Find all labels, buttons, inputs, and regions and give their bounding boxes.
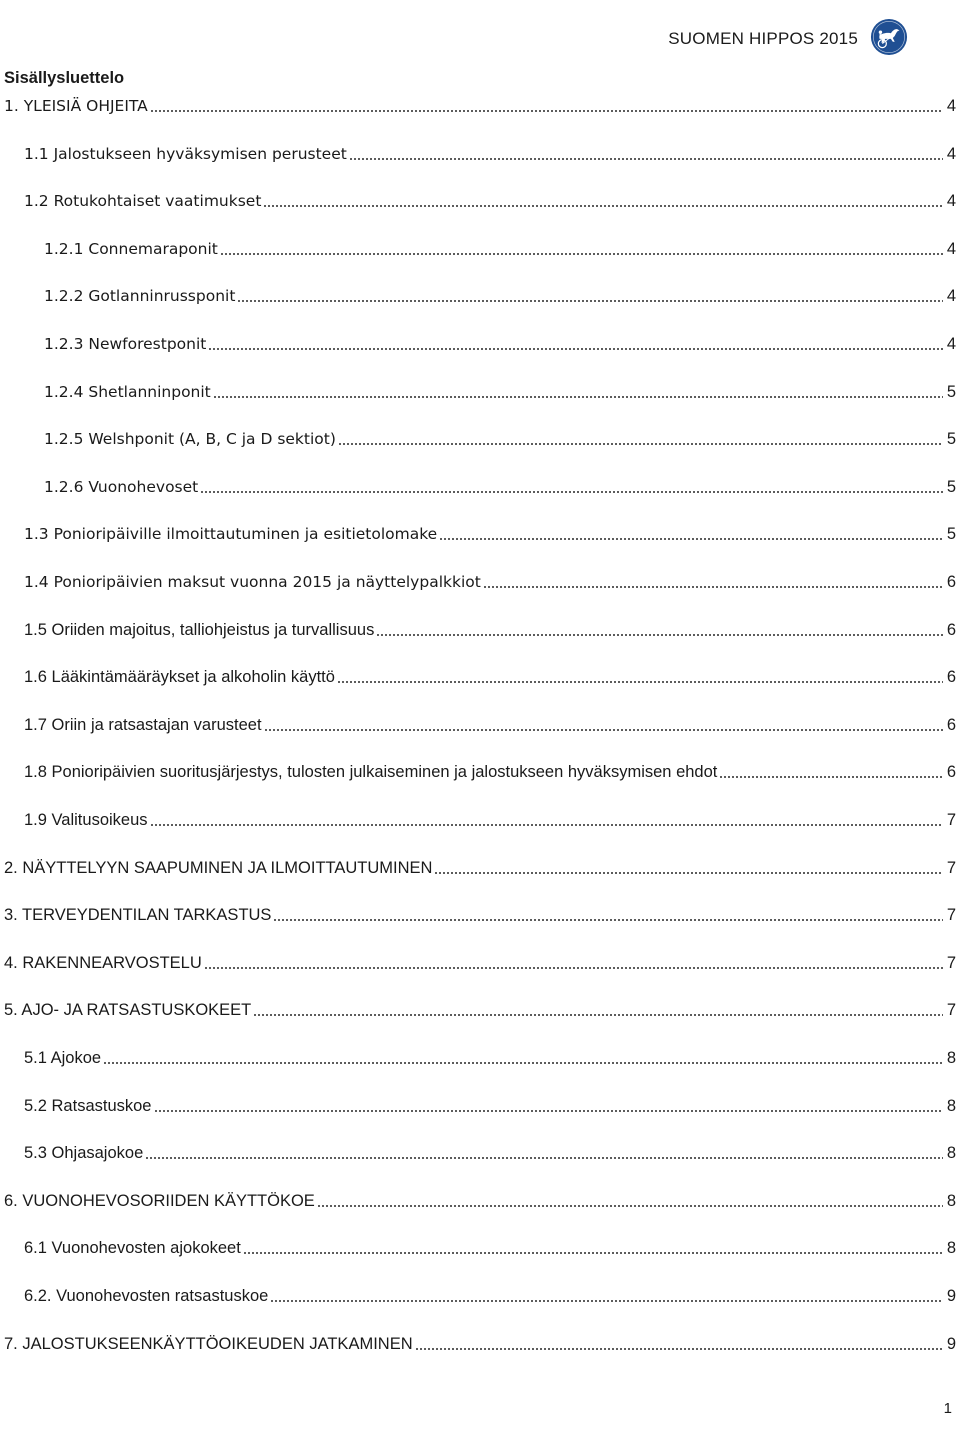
toc-dot-leader xyxy=(337,681,943,683)
toc-heading: Sisällysluettelo xyxy=(4,69,125,87)
toc-entry-page: 4 xyxy=(946,335,956,353)
toc-entry-label: 5. AJO- JA RATSASTUSKOKEET xyxy=(4,1001,252,1020)
toc-dot-leader xyxy=(719,776,943,778)
toc-dot-leader xyxy=(200,491,943,493)
toc-entry-label: 1.2.3 Newforestponit xyxy=(44,335,207,353)
toc-entry[interactable] xyxy=(0,329,960,359)
toc-dot-leader xyxy=(213,396,943,398)
toc-entry[interactable] xyxy=(0,710,960,740)
toc-dot-leader xyxy=(150,824,943,826)
toc-entry-page: 6 xyxy=(946,668,956,687)
toc-entry-page: 4 xyxy=(946,239,956,258)
toc-entry-label: 1.4 Ponioripäivien maksut vuonna 2015 ja näyttelypalkkiot xyxy=(24,573,481,591)
header-title: SUOMEN HIPPOS 2015 xyxy=(668,29,858,48)
toc-dot-leader xyxy=(317,1205,943,1207)
toc-entry-label: 1.2 Rotukohtaiset vaatimukset xyxy=(24,192,262,211)
toc-entry[interactable] xyxy=(0,757,960,787)
toc-entry-label: 6.1 Vuonohevosten ajokokeet xyxy=(24,1239,241,1258)
toc-entry-page: 8 xyxy=(946,1191,956,1210)
toc-dot-leader xyxy=(338,443,943,445)
toc-entry[interactable] xyxy=(0,186,960,216)
toc-entry-label: 5.1 Ajokoe xyxy=(24,1049,102,1067)
toc-dot-leader xyxy=(270,1300,943,1302)
toc-entry-page: 7 xyxy=(946,1001,956,1020)
toc-entry[interactable] xyxy=(0,1233,960,1263)
toc-dot-leader xyxy=(273,919,943,921)
toc-entry[interactable] xyxy=(0,1329,960,1359)
toc-entry-page: 4 xyxy=(946,144,956,163)
toc-entry[interactable] xyxy=(0,805,960,835)
toc-entry-page: 4 xyxy=(946,97,956,115)
toc-entry-page: 5 xyxy=(946,382,956,401)
toc-entry-label: 1.9 Valitusoikeus xyxy=(24,811,148,829)
page-number: 1 xyxy=(943,1400,952,1417)
toc-entry[interactable] xyxy=(0,900,960,930)
toc-entry[interactable] xyxy=(0,1091,960,1121)
toc-dot-leader xyxy=(415,1348,943,1350)
toc-dot-leader xyxy=(150,110,943,112)
toc-entry-label: 1.6 Lääkintämääräykset ja alkoholin käyttö xyxy=(24,668,335,687)
toc-entry-label: 1.1 Jalostukseen hyväksymisen perusteet xyxy=(24,144,347,163)
toc-entry[interactable] xyxy=(0,567,960,597)
toc-entry-page: 5 xyxy=(946,430,956,449)
toc-dot-leader xyxy=(439,538,943,540)
toc-entry-label: 7. JALOSTUKSEENKÄYTTÖOIKEUDEN JATKAMINEN xyxy=(4,1334,413,1353)
toc-entry-page: 6 xyxy=(946,620,956,639)
toc-entry[interactable] xyxy=(0,519,960,549)
horse-trotter-logo-icon xyxy=(870,18,908,56)
toc-entry-label: 1.2.2 Gotlanninrussponit xyxy=(44,287,236,306)
toc-dot-leader xyxy=(243,1252,943,1254)
toc-entry[interactable] xyxy=(0,948,960,978)
toc-entry[interactable] xyxy=(0,1043,960,1073)
toc-entry-label: 2. NÄYTTELYYN SAAPUMINEN JA ILMOITTAUTUMINEN xyxy=(4,858,433,877)
toc-dot-leader xyxy=(237,300,943,302)
toc-entry[interactable] xyxy=(0,995,960,1025)
toc-entry-page: 4 xyxy=(946,287,956,306)
toc-entry[interactable] xyxy=(0,281,960,311)
toc-entry-label: 1.2.6 Vuonohevoset xyxy=(44,477,199,496)
toc-entry-label: 1.2.5 Welshponit (A, B, C ja D sektiot) xyxy=(44,430,336,449)
toc-entry-page: 6 xyxy=(946,573,956,591)
toc-entry-page: 7 xyxy=(946,953,956,972)
toc-entry-label: 6. VUONOHEVOSORIIDEN KÄYTTÖKOE xyxy=(4,1191,315,1210)
toc-entry-label: 5.3 Ohjasajokoe xyxy=(24,1144,144,1163)
toc-entry-page: 7 xyxy=(946,858,956,877)
toc-entry-label: 1.2.4 Shetlanninponit xyxy=(44,382,211,401)
toc-dot-leader xyxy=(208,348,943,350)
toc-entry-page: 9 xyxy=(946,1334,956,1353)
toc-dot-leader xyxy=(154,1110,944,1112)
toc-entry-page: 7 xyxy=(946,906,956,925)
toc-entry-page: 5 xyxy=(946,525,956,544)
toc-entry[interactable] xyxy=(0,1138,960,1168)
toc-entry[interactable] xyxy=(0,139,960,169)
toc-entry-label: 1.2.1 Connemaraponit xyxy=(44,239,218,258)
toc-entry-label: 1.3 Ponioripäiville ilmoittautuminen ja esitietolomake xyxy=(24,525,438,544)
toc-dot-leader xyxy=(376,634,943,636)
toc-entry-page: 8 xyxy=(946,1096,956,1115)
toc-dot-leader xyxy=(145,1157,943,1159)
toc-entry-page: 8 xyxy=(946,1049,956,1067)
toc-entry-label: 1. YLEISIÄ OHJEITA xyxy=(4,97,148,115)
toc-dot-leader xyxy=(434,872,943,874)
toc-entry-label: 1.5 Oriiden majoitus, talliohjeistus ja turvallisuus xyxy=(24,620,375,639)
toc-entry-label: 5.2 Ratsastuskoe xyxy=(24,1096,152,1115)
toc-entry-label: 1.8 Ponioripäivien suoritusjärjestys, tulosten julkaiseminen ja jalostukseen hyväksymisen ehdot xyxy=(24,763,718,782)
toc-entry[interactable] xyxy=(0,1281,960,1311)
toc-entry[interactable] xyxy=(0,377,960,407)
page-header xyxy=(668,18,908,56)
toc-dot-leader xyxy=(349,158,943,160)
toc-entry-page: 8 xyxy=(946,1144,956,1163)
toc-entry-page: 9 xyxy=(946,1287,956,1305)
toc-entry[interactable] xyxy=(0,662,960,692)
toc-dot-leader xyxy=(264,729,943,731)
toc-entry-page: 6 xyxy=(946,763,956,782)
toc-entry-page: 6 xyxy=(946,715,956,734)
toc-dot-leader xyxy=(204,967,943,969)
toc-dot-leader xyxy=(483,586,943,588)
toc-entry-page: 7 xyxy=(946,811,956,829)
toc-entry-page: 5 xyxy=(946,477,956,496)
toc-entry-label: 4. RAKENNEARVOSTELU xyxy=(4,953,202,972)
toc-entry[interactable] xyxy=(0,424,960,454)
toc-entry[interactable] xyxy=(0,615,960,645)
toc-entry[interactable] xyxy=(0,853,960,883)
toc-entry[interactable] xyxy=(0,91,960,121)
toc-entry-label: 3. TERVEYDENTILAN TARKASTUS xyxy=(4,906,272,925)
toc-entry[interactable] xyxy=(0,234,960,264)
toc-dot-leader xyxy=(263,205,943,207)
toc-entry[interactable] xyxy=(0,472,960,502)
toc-entry-label: 6.2. Vuonohevosten ratsastuskoe xyxy=(24,1287,269,1305)
toc-entry-page: 8 xyxy=(946,1239,956,1258)
toc-entry-page: 4 xyxy=(946,192,956,211)
toc-dot-leader xyxy=(253,1014,943,1016)
toc-dot-leader xyxy=(220,253,943,255)
toc-entry[interactable] xyxy=(0,1186,960,1216)
toc-dot-leader xyxy=(103,1062,943,1064)
toc-entry-label: 1.7 Oriin ja ratsastajan varusteet xyxy=(24,715,262,734)
